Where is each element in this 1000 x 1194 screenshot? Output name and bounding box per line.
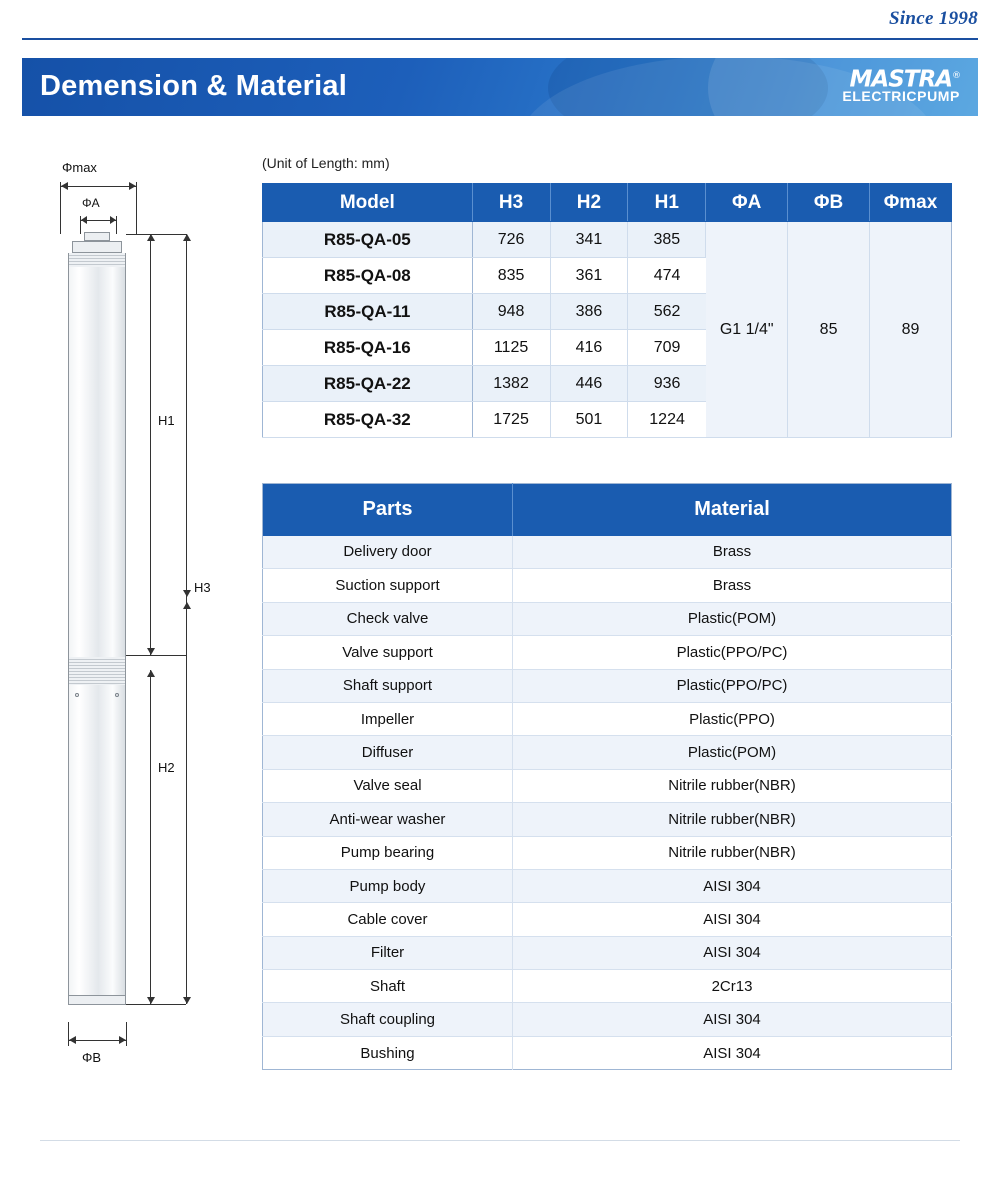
h3-arrow-mid-down: [183, 602, 191, 609]
h2-label: H2: [158, 760, 175, 775]
h2-tick-bottom: [126, 1004, 186, 1005]
h2-arrow-bottom: [147, 997, 155, 1004]
dim-cell-phi-b: 85: [788, 222, 870, 438]
dim-cell-h2: 386: [550, 294, 628, 330]
dim-cell-h1: 1224: [628, 402, 706, 438]
parts-header-material: Material: [513, 484, 952, 536]
h1-label: H1: [158, 413, 175, 428]
bolt-dot-right-icon: [115, 693, 119, 697]
parts-cell-material: Plastic(PPO/PC): [513, 669, 952, 702]
dim-cell-h2: 501: [550, 402, 628, 438]
table-row: [263, 569, 952, 602]
parts-cell-part: Shaft support: [263, 669, 513, 702]
h2-dim-line: [150, 670, 151, 1004]
parts-cell-material: Nitrile rubber(NBR): [513, 836, 952, 869]
h1-tick-bottom: [126, 655, 186, 656]
phi-a-label: ΦA: [82, 196, 100, 210]
motor-section: [68, 707, 126, 995]
parts-cell-part: Shaft: [263, 970, 513, 1003]
pump-body-illustration: [68, 232, 126, 1022]
parts-cell-material: AISI 304: [513, 936, 952, 969]
table-row: [263, 636, 952, 669]
brand-logo: [770, 64, 960, 110]
parts-cell-material: AISI 304: [513, 903, 952, 936]
dim-cell-h3: 1382: [472, 366, 550, 402]
unit-note: (Unit of Length: mm): [262, 155, 390, 171]
parts-cell-part: Anti-wear washer: [263, 803, 513, 836]
parts-cell-material: 2Cr13: [513, 970, 952, 1003]
table-row: [263, 970, 952, 1003]
dim-header-model: Model: [263, 184, 473, 222]
table-row: [263, 936, 952, 969]
phi-a-arrow-right: [110, 216, 116, 224]
dim-header-phi-b: ΦB: [788, 184, 870, 222]
dim-cell-h3: 948: [472, 294, 550, 330]
h3-arrow-top: [183, 234, 191, 241]
parts-cell-material: AISI 304: [513, 1036, 952, 1069]
dim-cell-phi-max: 89: [870, 222, 952, 438]
phi-max-arrow-right: [129, 182, 136, 190]
parts-cell-material: Plastic(PPO): [513, 702, 952, 735]
dim-cell-h1: 385: [628, 222, 706, 258]
h1-arrow-bottom: [147, 648, 155, 655]
h1-tick-top: [126, 234, 186, 235]
since-label: Since 1998: [888, 8, 978, 29]
pump-stages-section: [68, 267, 126, 657]
parts-cell-part: Impeller: [263, 702, 513, 735]
phi-max-ext-right: [136, 182, 137, 234]
discharge-head-part: [72, 241, 122, 253]
parts-cell-part: Pump body: [263, 869, 513, 902]
parts-cell-material: Plastic(POM): [513, 736, 952, 769]
dim-cell-h1: 474: [628, 258, 706, 294]
footer-divider: [40, 1140, 960, 1141]
parts-cell-material: Plastic(POM): [513, 602, 952, 635]
phi-max-label: Φmax: [62, 160, 97, 175]
parts-cell-material: Brass: [513, 569, 952, 602]
parts-cell-material: Nitrile rubber(NBR): [513, 769, 952, 802]
table-row: [263, 869, 952, 902]
dim-cell-model: R85-QA-05: [263, 222, 473, 258]
parts-table-header-row: [263, 484, 952, 536]
table-row: [263, 1003, 952, 1036]
pump-technical-drawing: [40, 150, 250, 1065]
dim-header-h1: H1: [628, 184, 706, 222]
dim-cell-h2: 361: [550, 258, 628, 294]
registered-trademark-icon: ®: [952, 71, 960, 81]
parts-cell-part: Pump bearing: [263, 836, 513, 869]
dim-header-h2: H2: [550, 184, 628, 222]
h3-arrow-bottom: [183, 997, 191, 1004]
phi-b-arrow-left: [69, 1036, 76, 1044]
motor-base-part: [68, 995, 126, 1005]
parts-cell-part: Diffuser: [263, 736, 513, 769]
table-row: [263, 903, 952, 936]
dim-cell-model: R85-QA-11: [263, 294, 473, 330]
dim-cell-model: R85-QA-16: [263, 330, 473, 366]
dim-cell-model: R85-QA-22: [263, 366, 473, 402]
dim-header-phi-max: Φmax: [870, 184, 952, 222]
page-header-banner: [22, 58, 978, 116]
parts-cell-part: Valve support: [263, 636, 513, 669]
table-row: [263, 836, 952, 869]
parts-cell-material: Nitrile rubber(NBR): [513, 803, 952, 836]
dim-cell-h3: 726: [472, 222, 550, 258]
dim-cell-h2: 416: [550, 330, 628, 366]
filter-section: [68, 657, 126, 685]
parts-material-table: [262, 483, 952, 1070]
dim-header-phi-a: ΦA: [706, 184, 788, 222]
dim-cell-model: R85-QA-32: [263, 402, 473, 438]
table-row: [263, 803, 952, 836]
parts-cell-material: AISI 304: [513, 1003, 952, 1036]
table-row: [263, 736, 952, 769]
h1-dim-line: [150, 234, 151, 655]
parts-cell-part: Suction support: [263, 569, 513, 602]
delivery-door-part: [84, 232, 110, 241]
parts-cell-part: Bushing: [263, 1036, 513, 1069]
dimension-table-header-row: [263, 184, 952, 222]
parts-cell-part: Check valve: [263, 602, 513, 635]
phi-max-dim-line: [60, 186, 136, 187]
brand-name-text: MASTRA: [849, 66, 952, 93]
table-row: [263, 536, 952, 569]
h2-arrow-top: [147, 670, 155, 677]
phi-b-dim-line: [68, 1040, 126, 1041]
phi-b-label: ΦB: [82, 1050, 102, 1065]
dim-cell-h1: 709: [628, 330, 706, 366]
parts-cell-part: Shaft coupling: [263, 1003, 513, 1036]
parts-cell-material: Plastic(PPO/PC): [513, 636, 952, 669]
dim-cell-h3: 835: [472, 258, 550, 294]
phi-b-arrow-right: [119, 1036, 126, 1044]
parts-cell-part: Delivery door: [263, 536, 513, 569]
dim-cell-h3: 1725: [472, 402, 550, 438]
dimension-table: [262, 183, 952, 438]
h3-label: H3: [194, 580, 211, 595]
dim-cell-phi-a: G1 1/4": [706, 222, 788, 438]
phi-b-ext-right: [126, 1022, 127, 1046]
dim-cell-h2: 341: [550, 222, 628, 258]
brand-wordmark: [770, 64, 960, 93]
phi-a-arrow-left: [81, 216, 87, 224]
brand-subtitle: ELECTRICPUMP: [842, 88, 960, 104]
h1-arrow-top: [147, 234, 155, 241]
h3-arrow-mid-up: [183, 590, 191, 597]
parts-cell-part: Valve seal: [263, 769, 513, 802]
dim-header-h3: H3: [472, 184, 550, 222]
parts-cell-material: AISI 304: [513, 869, 952, 902]
dim-cell-h2: 446: [550, 366, 628, 402]
upper-stripe-section: [68, 253, 126, 267]
dim-cell-h1: 936: [628, 366, 706, 402]
parts-cell-part: Cable cover: [263, 903, 513, 936]
table-row: [263, 702, 952, 735]
page-title: Demension & Material: [40, 70, 347, 102]
parts-header-parts: Parts: [263, 484, 513, 536]
table-row: [263, 1036, 952, 1069]
table-row: [263, 669, 952, 702]
parts-cell-material: Brass: [513, 536, 952, 569]
table-row: [263, 769, 952, 802]
phi-max-arrow-left: [61, 182, 68, 190]
dim-cell-h1: 562: [628, 294, 706, 330]
table-row: [263, 602, 952, 635]
dim-cell-h3: 1125: [472, 330, 550, 366]
top-divider: [22, 38, 978, 40]
h3-dim-line: [186, 234, 187, 1004]
table-row: [263, 222, 952, 258]
bolt-dot-left-icon: [75, 693, 79, 697]
top-bar: [0, 0, 1000, 44]
parts-cell-part: Filter: [263, 936, 513, 969]
dim-cell-model: R85-QA-08: [263, 258, 473, 294]
